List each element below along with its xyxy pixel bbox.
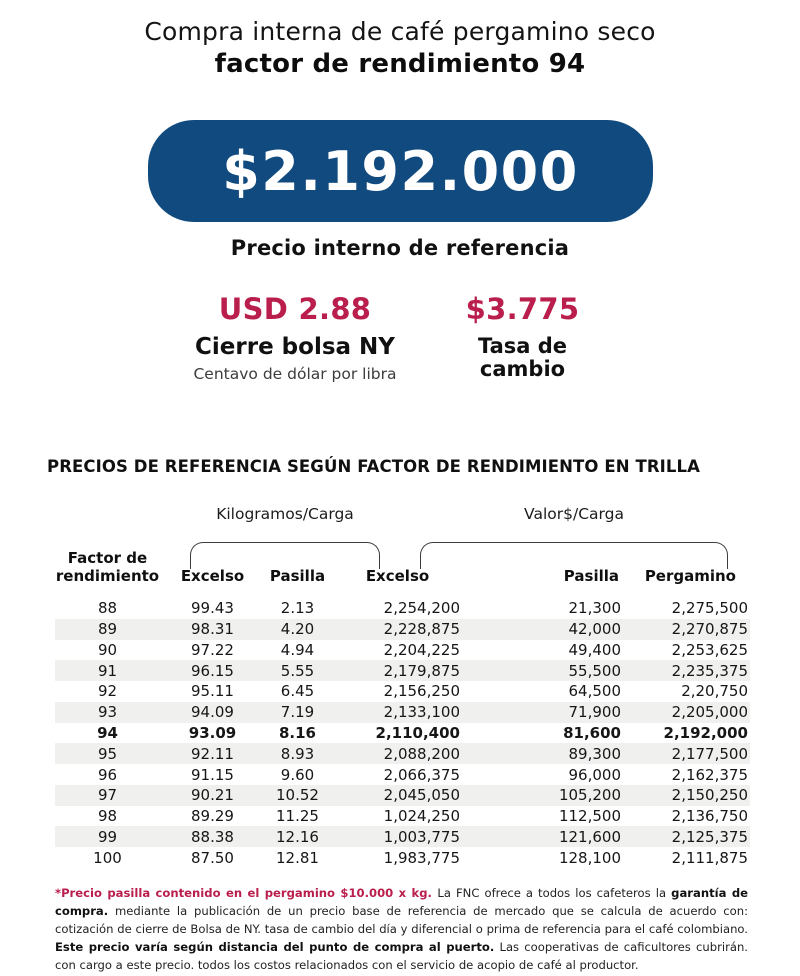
footnote-segment: Este precio varía según distancia del punto de compra al puerto. (55, 940, 495, 955)
col-header-valor-excelso: Excelso (365, 567, 430, 585)
table-row-factor-98 (55, 806, 750, 827)
table-cell: 88.38 (191, 827, 234, 846)
ny-close-label: Cierre bolsa NY (195, 334, 395, 360)
table-cell: 7.19 (280, 703, 315, 722)
table-cell: 89.29 (191, 807, 234, 826)
table-cell: 2,110,400 (375, 723, 460, 742)
table-cell: 97 (97, 786, 118, 805)
table-cell: 1,024,250 (383, 807, 460, 826)
table-cell: 92 (97, 682, 118, 701)
table-cell: 89 (97, 620, 118, 639)
table-cell: 21,300 (568, 599, 621, 618)
table-cell: 2,192,000 (663, 723, 748, 742)
table-cell: 98 (97, 807, 118, 826)
table-cell: 81,600 (563, 723, 621, 742)
table-cell: 2,228,875 (383, 620, 460, 639)
table-cell: 2,235,375 (671, 661, 748, 680)
table-cell: 11.25 (276, 807, 319, 826)
table-cell: 5.55 (280, 661, 315, 680)
table-row-factor-89 (55, 619, 750, 640)
table-cell: 2,125,375 (671, 827, 748, 846)
table-cell: 2,111,875 (671, 848, 748, 867)
table-cell: 2.13 (280, 599, 315, 618)
table-cell: 71,900 (568, 703, 621, 722)
table-cell: 90 (97, 640, 118, 659)
reference-price-value: $2.192.000 (222, 139, 579, 203)
exchange-rate-stat (445, 292, 600, 381)
table-cell: 92.11 (191, 744, 234, 763)
footnote-segment: *Precio pasilla contenido en el pergamino $10.000 x kg. (55, 886, 438, 900)
table-cell: 112,500 (558, 807, 621, 826)
table-cell: 2,179,875 (383, 661, 460, 680)
footnote-segment: mediante la publicación de un precio base de referencia de mercado que se calcula de acuerdo con: cotización de cierre de Bolsa de NY. tasa de cambio del día y diferencial o prima de referencia para el café colombiano. (55, 904, 748, 937)
table-cell: 91.15 (191, 765, 234, 784)
table-cell: 1,983,775 (383, 848, 460, 867)
table-cell: 12.81 (276, 848, 319, 867)
col-header-valor-pergamino: Pergamino (644, 567, 736, 585)
table-cell: 99.43 (191, 599, 234, 618)
reference-price-badge (148, 120, 653, 222)
page-header (0, 17, 800, 79)
footnote-segment: garantía de compra. (55, 886, 748, 919)
table-row-factor-95 (55, 743, 750, 764)
table-row-factor-94 (55, 723, 750, 744)
group-header-valor: Valor$/Carga (524, 505, 624, 523)
table-cell: 2,275,500 (671, 599, 748, 618)
table-cell: 128,100 (558, 848, 621, 867)
table-cell: 2,177,500 (671, 744, 748, 763)
table-cell: 2,254,200 (383, 599, 460, 618)
table-cell: 121,600 (558, 827, 621, 846)
table-row-factor-97 (55, 785, 750, 806)
footnote-segment: La FNC ofrece a todos los cafeteros la (437, 886, 672, 900)
table-cell: 98.31 (191, 620, 234, 639)
table-cell: 12.16 (276, 827, 319, 846)
col-header-kg-excelso: Excelso (180, 567, 245, 585)
col-header-valor-pasilla: Pasilla (563, 567, 619, 585)
table-cell: 2,136,750 (671, 807, 748, 826)
table-cell: 93.09 (188, 723, 237, 742)
table-cell: 2,066,375 (383, 765, 460, 784)
table-cell: 4.20 (280, 620, 315, 639)
table-row-factor-92 (55, 681, 750, 702)
table-cell: 96 (97, 765, 118, 784)
table-row-factor-90 (55, 640, 750, 661)
table-section-title: PRECIOS DE REFERENCIA SEGÚN FACTOR DE RENDIMIENTO EN TRILLA (47, 457, 701, 476)
table-row-factor-88 (55, 598, 750, 619)
table-cell: 4.94 (280, 640, 315, 659)
table-cell: 2,088,200 (383, 744, 460, 763)
col-header-kg-pasilla: Pasilla (269, 567, 326, 585)
table-cell: 2,204,225 (383, 640, 460, 659)
table-cell: 93 (97, 703, 118, 722)
table-cell: 2,162,375 (671, 765, 748, 784)
table-cell: 2,205,000 (671, 703, 748, 722)
table-cell: 2,20,750 (681, 682, 748, 701)
table-cell: 49,400 (568, 640, 621, 659)
table-cell: 87.50 (191, 848, 234, 867)
reference-price-label: Precio interno de referencia (230, 236, 570, 260)
table-row-factor-99 (55, 826, 750, 847)
table-row-factor-96 (55, 764, 750, 785)
table-cell: 91 (97, 661, 118, 680)
table-cell: 90.21 (191, 786, 234, 805)
table-cell: 94 (97, 723, 118, 742)
exchange-rate-value: $3.775 (465, 292, 580, 326)
exchange-rate-label: Tasa de cambio (477, 334, 568, 382)
page-title-line2: factor de rendimiento 94 (214, 49, 586, 79)
table-cell: 2,253,625 (671, 640, 748, 659)
page-title-line1: Compra interna de café pergamino seco (144, 17, 656, 46)
table-cell: 8.93 (280, 744, 315, 763)
table-cell: 8.16 (278, 723, 316, 742)
ny-close-sublabel: Centavo de dólar por libra (193, 365, 397, 384)
table-cell: 2,133,100 (383, 703, 460, 722)
table-cell: 2,156,250 (383, 682, 460, 701)
table-cell: 9.60 (280, 765, 315, 784)
table-cell: 2,150,250 (671, 786, 748, 805)
table-cell: 2,270,875 (671, 620, 748, 639)
table-cell: 94.09 (191, 703, 234, 722)
table-header-row (55, 549, 750, 586)
table-cell: 6.45 (280, 682, 315, 701)
table-cell: 100 (93, 848, 122, 867)
table-cell: 105,200 (558, 786, 621, 805)
market-stats (0, 292, 800, 402)
table-cell: 64,500 (568, 682, 621, 701)
ny-close-value: USD 2.88 (218, 292, 372, 326)
table-cell: 95.11 (191, 682, 234, 701)
table-cell: 89,300 (568, 744, 621, 763)
table-cell: 55,500 (568, 661, 621, 680)
footnote-segment: Las cooperativas de caficultores cubrirán. con cargo a este precio. todos los costos relacionados con el servicio de acopio de café al productor. (55, 940, 748, 973)
table-row-factor-100 (55, 847, 750, 868)
table-cell: 99 (97, 827, 118, 846)
table-cell: 1,003,775 (383, 827, 460, 846)
table-cell: 97.22 (191, 640, 234, 659)
table-row-factor-91 (55, 660, 750, 681)
table-cell: 42,000 (568, 620, 621, 639)
ny-close-stat (160, 292, 430, 383)
table-cell: 88 (97, 599, 118, 618)
table-row-factor-93 (55, 702, 750, 723)
col-header-factor: Factor de rendimiento (55, 549, 160, 585)
table-cell: 96,000 (568, 765, 621, 784)
table-body (55, 598, 750, 868)
table-cell: 95 (97, 744, 118, 763)
table-cell: 96.15 (191, 661, 234, 680)
footnote (55, 884, 748, 974)
table-cell: 2,045,050 (383, 786, 460, 805)
group-header-kilograms: Kilogramos/Carga (216, 505, 354, 523)
table-cell: 10.52 (276, 786, 319, 805)
